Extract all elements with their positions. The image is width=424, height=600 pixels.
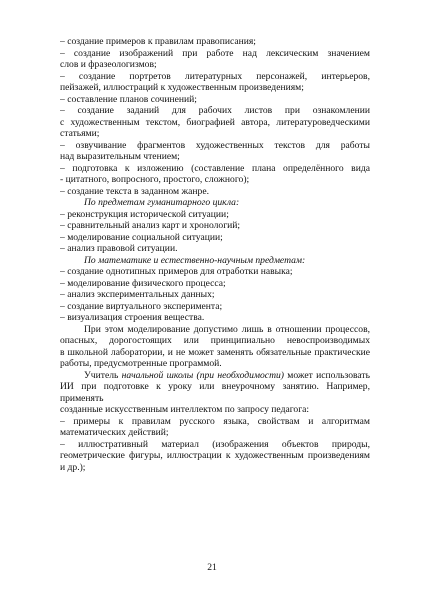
paragraph-line: опасных, дорогостоящих или принципиально невоспроизводимых: [60, 335, 370, 346]
list-item: – моделирование социальной ситуации;: [60, 231, 223, 243]
list-item: – создание заданий для рабочих листов при ознакомлении: [60, 105, 370, 116]
teacher-line-italic: начальной школы (при необходимости): [121, 369, 284, 381]
page-body: [60, 36, 370, 473]
list-item-continuation: геометрические фигуры, иллюстрации к художественным произведениям: [60, 450, 370, 461]
teacher-line-pre: Учитель: [84, 369, 122, 381]
list-item: – создание однотипных примеров для отработки навыка;: [60, 266, 293, 277]
list-item-continuation: над выразительным чтением;: [60, 151, 180, 162]
list-item: – анализ экспериментальных данных;: [60, 289, 215, 300]
list-item: – составление планов сочинений;: [60, 93, 197, 105]
paragraph-line: ИИ при подготовке к уроку или внеурочному занятию. Например, применять: [60, 381, 370, 404]
list-item: – создание примеров к правилам правописания;: [60, 36, 256, 47]
list-item: – создание виртуального эксперимента;: [60, 300, 223, 312]
paragraph-line: [60, 370, 370, 382]
list-item: – иллюстративный материал (изображения объектов природы,: [60, 438, 370, 450]
list-item: – моделирование физического процесса;: [60, 277, 226, 289]
list-item: – создание текста в заданном жанре.: [60, 185, 209, 197]
paragraph-line: созданные искусственным интеллектом по запросу педагога:: [60, 404, 310, 415]
list-item-continuation: и др.);: [60, 461, 86, 473]
list-item: – подготовка к изложению (составление плана определённого вида: [60, 162, 370, 174]
paragraph-line: в школьной лаборатории, и не может заменять обязательные практические: [60, 346, 370, 358]
list-item-continuation: математических действий;: [60, 427, 169, 438]
list-item: – анализ правовой ситуации.: [60, 243, 178, 254]
list-item: – реконструкция исторической ситуации;: [60, 208, 229, 220]
list-item: – создание портретов литературных персонажей, интерьеров,: [60, 70, 370, 82]
list-item-continuation: слов и фразеологизмов;: [60, 59, 157, 70]
page-number: 21: [207, 562, 217, 573]
section-heading-humanities: По предметам гуманитарного цикла:: [84, 197, 240, 208]
list-item-continuation: пейзажей, иллюстраций к художественным произведениям;: [60, 82, 304, 93]
teacher-line-post: может использовать: [284, 369, 370, 381]
list-item: – создание изображений при работе над лексическим значением: [60, 47, 370, 59]
list-item: – визуализация строения вещества.: [60, 312, 205, 323]
list-item: – примеры к правилам русского языка, свойствам и алгоритмам: [60, 415, 370, 427]
list-item-continuation: с художественным текстом, биографией автора, литературоведческими: [60, 116, 370, 128]
list-item: – озвучивание фрагментов художественных текстов для работы: [60, 139, 370, 151]
paragraph-line: При этом моделирование допустимо лишь в отношении процессов,: [84, 323, 370, 335]
list-item: – сравнительный анализ карт и хронологий;: [60, 220, 241, 231]
list-item-continuation: - цитатного, вопросного, простого, сложного);: [60, 174, 250, 185]
paragraph-line: работы, предусмотренные программой.: [60, 358, 222, 369]
list-item-continuation: статьями;: [60, 128, 100, 139]
section-heading-math-science: По математике и естественно-научным предметам:: [84, 254, 306, 266]
